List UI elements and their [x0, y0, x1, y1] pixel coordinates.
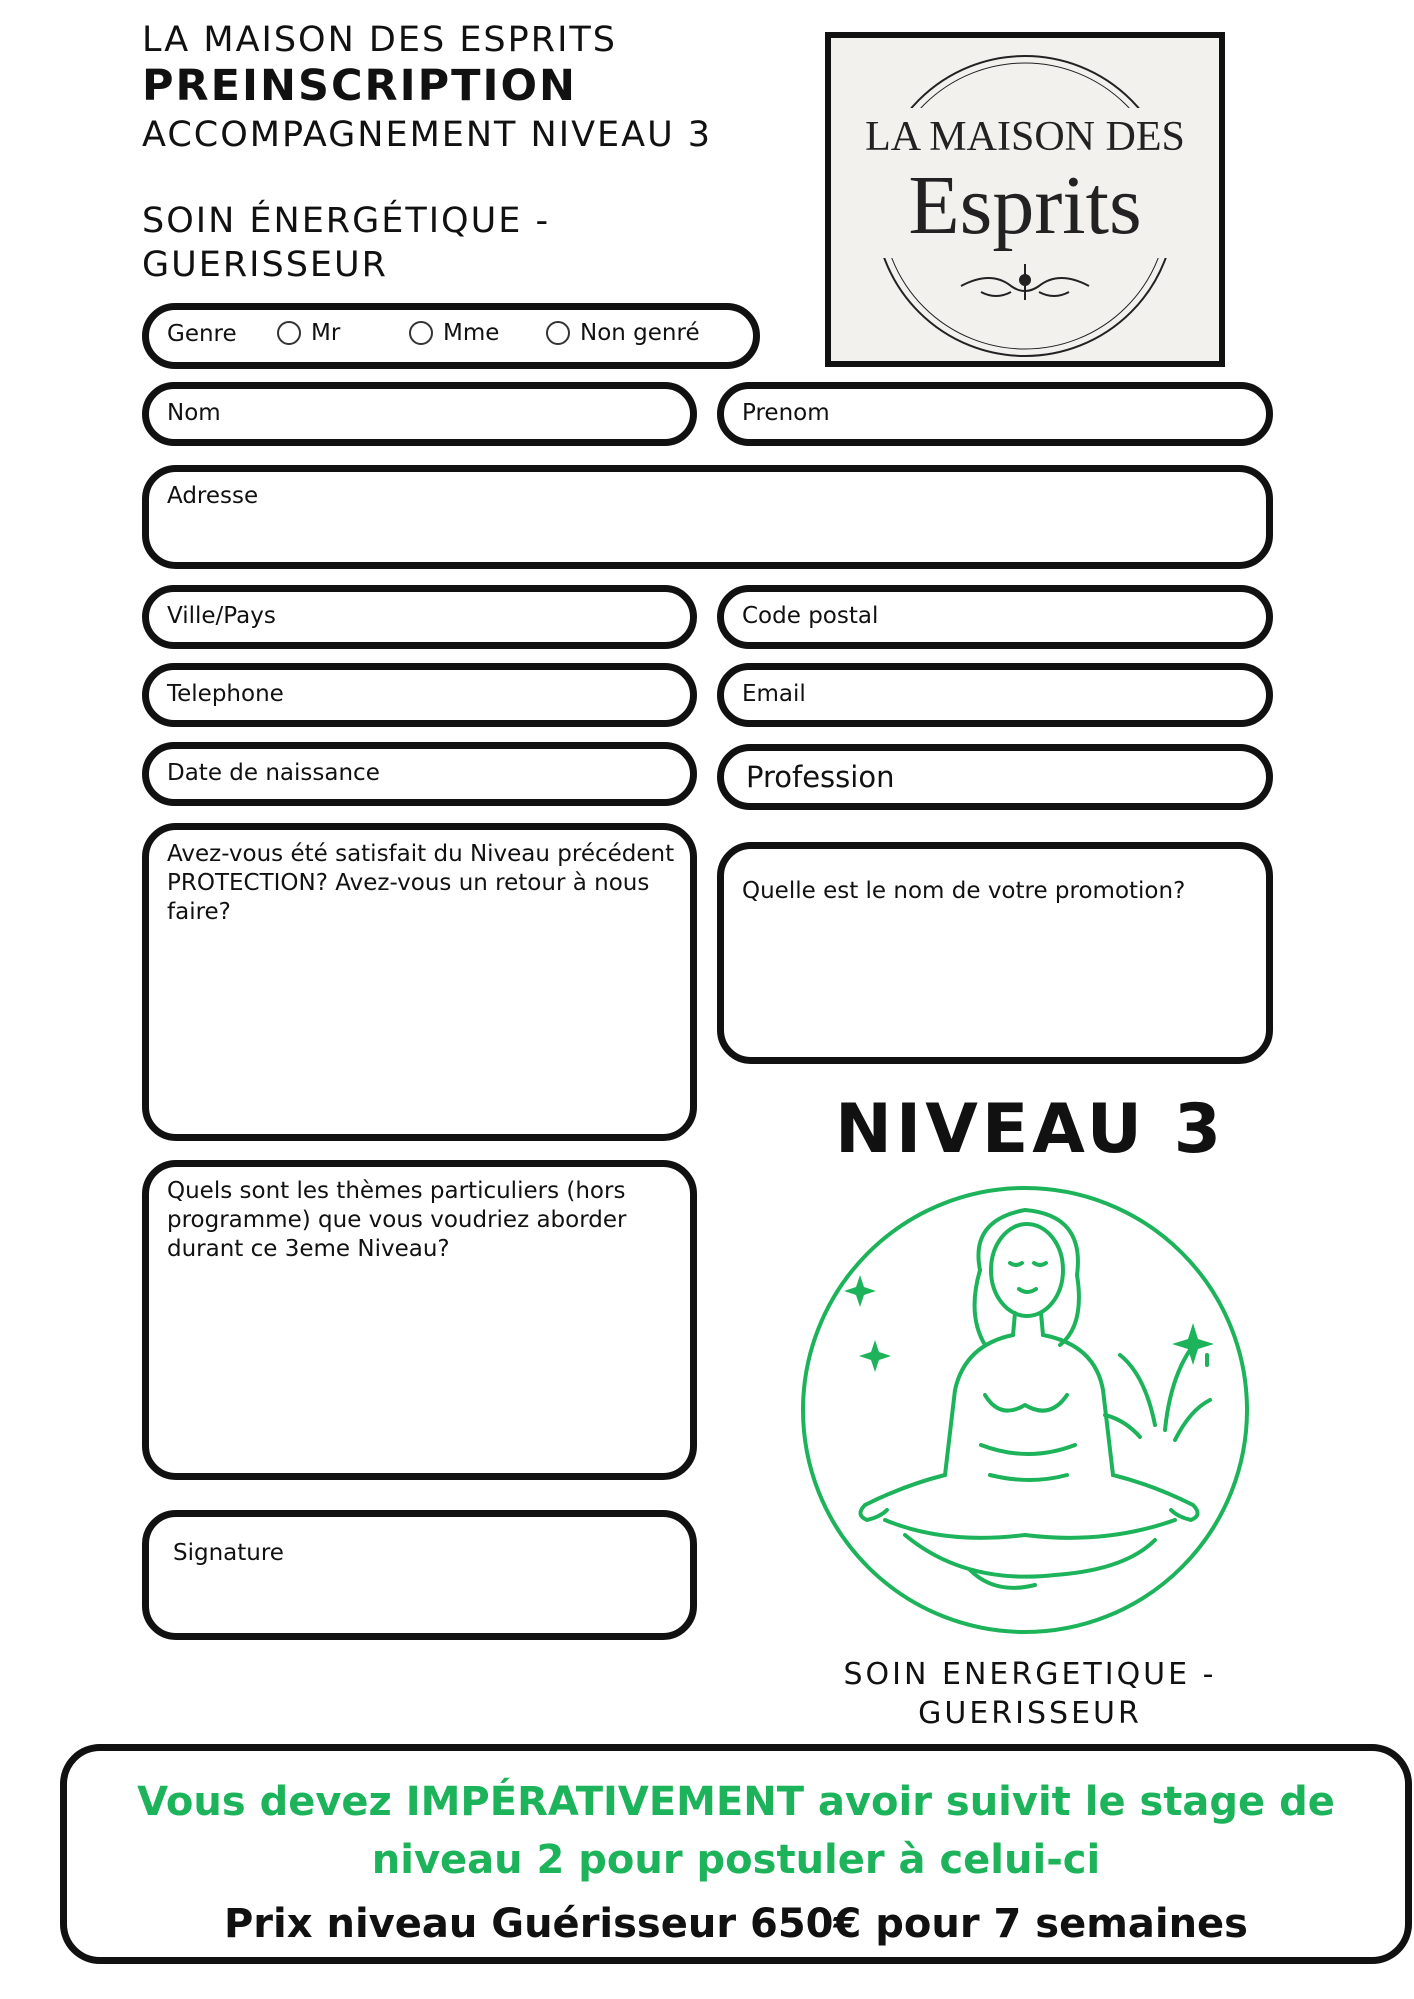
- genre-mme-label: Mme: [443, 320, 500, 346]
- email-label: Email: [742, 681, 806, 707]
- notice-box: [60, 1744, 1412, 1964]
- genre-option-mme[interactable]: [409, 320, 499, 346]
- genre-option-non-genre[interactable]: [546, 320, 700, 346]
- genre-label: Genre: [167, 321, 237, 347]
- header-soin: SOIN ÉNERGÉTIQUE - GUERISSEUR: [142, 201, 551, 285]
- header-accompagnement: ACCOMPAGNEMENT NIVEAU 3: [142, 115, 713, 155]
- radio-non-genre[interactable]: [546, 321, 570, 345]
- notice-requirement: Vous devez IMPÉRATIVEMENT avoir suivit le stage de niveau 2 pour postuler à celui-ci: [137, 1779, 1335, 1883]
- code-postal-label: Code postal: [742, 603, 879, 629]
- ville-label: Ville/Pays: [167, 603, 276, 629]
- promotion-field[interactable]: [717, 842, 1273, 1064]
- genre-non-genre-label: Non genré: [580, 320, 700, 346]
- satisfaction-label: Avez-vous été satisfait du Niveau précédent PROTECTION? Avez-vous un retour à nous faire?: [167, 841, 675, 925]
- niveau-subtitle: SOIN ENERGETIQUE - GUERISSEUR: [843, 1657, 1217, 1731]
- prenom-label: Prenom: [742, 400, 830, 426]
- sparkle-icon: [844, 1275, 1214, 1372]
- header-line-1: LA MAISON DES ESPRITS: [142, 20, 617, 60]
- promotion-label: Quelle est le nom de votre promotion?: [742, 878, 1186, 904]
- nom-label: Nom: [167, 400, 221, 426]
- signature-label: Signature: [173, 1540, 284, 1566]
- logo-emblem: [831, 38, 1219, 361]
- genre-mr-label: Mr: [311, 320, 341, 346]
- themes-label: Quels sont les thèmes particuliers (hors programme) que vous voudriez aborder durant ce 3eme Niveau?: [167, 1178, 627, 1262]
- adresse-label: Adresse: [167, 483, 259, 509]
- profession-label: Profession: [746, 760, 895, 794]
- notice-price: Prix niveau Guérisseur 650€ pour 7 semaines: [223, 1901, 1248, 1947]
- date-naissance-field[interactable]: [142, 742, 697, 806]
- radio-mme[interactable]: [409, 321, 433, 345]
- email-field[interactable]: [717, 663, 1273, 727]
- profession-field[interactable]: [717, 744, 1273, 810]
- logo: [825, 32, 1225, 367]
- code-postal-field[interactable]: [717, 585, 1273, 649]
- logo-text-esprits: Esprits: [908, 159, 1142, 252]
- telephone-field[interactable]: [142, 663, 697, 727]
- date-naissance-label: Date de naissance: [167, 760, 380, 786]
- ornament-icon: [961, 264, 1089, 300]
- satisfaction-field[interactable]: [142, 823, 697, 1141]
- themes-field[interactable]: [142, 1160, 697, 1480]
- logo-text-top: LA MAISON DES: [865, 114, 1185, 160]
- signature-field[interactable]: [142, 1510, 697, 1640]
- radio-mr[interactable]: [277, 321, 301, 345]
- telephone-label: Telephone: [167, 681, 284, 707]
- header-preinscription: PREINSCRIPTION: [142, 61, 578, 111]
- meditating-woman-icon: [795, 1175, 1255, 1645]
- prenom-field[interactable]: [717, 382, 1273, 446]
- genre-option-mr[interactable]: [277, 320, 340, 346]
- genre-field: [142, 303, 760, 369]
- niveau-title: NIVEAU 3: [834, 1090, 1226, 1169]
- ville-field[interactable]: [142, 585, 697, 649]
- adresse-field[interactable]: [142, 465, 1273, 569]
- nom-field[interactable]: [142, 382, 697, 446]
